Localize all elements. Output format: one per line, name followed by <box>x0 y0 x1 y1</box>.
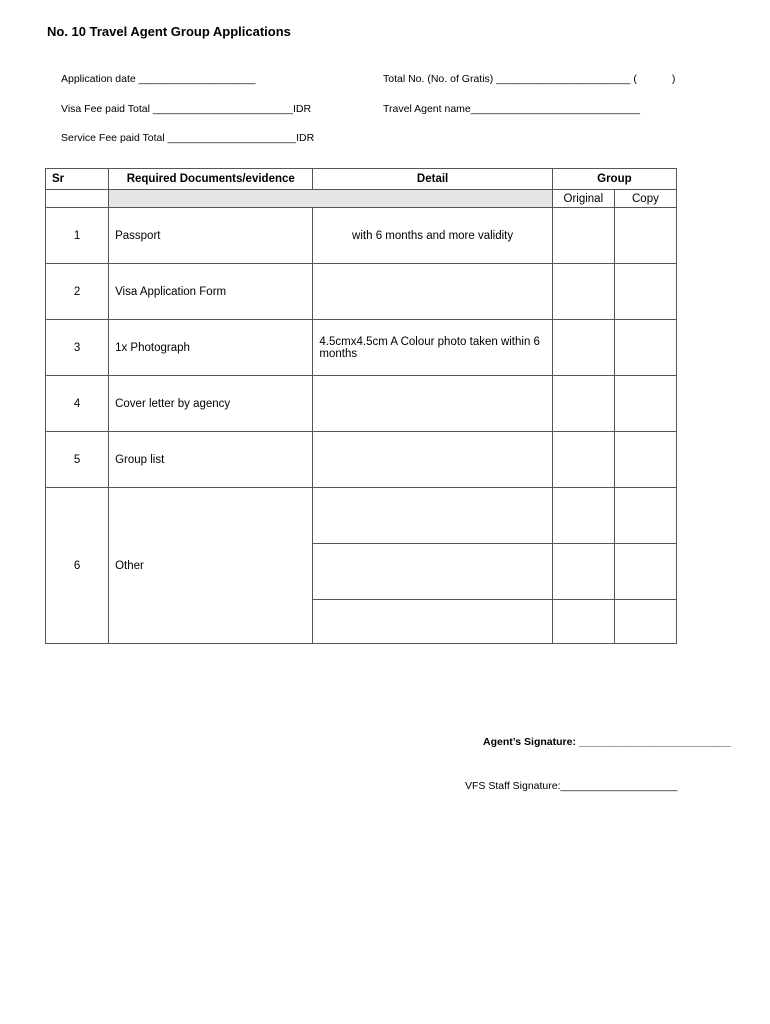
row-sr: 3 <box>46 320 109 376</box>
row-detail <box>313 432 552 488</box>
row-document: Passport <box>109 208 313 264</box>
other-detail-cell[interactable] <box>313 544 552 600</box>
table-header-row <box>46 169 677 190</box>
header-group: Group <box>552 169 676 190</box>
row-document: Group list <box>109 432 313 488</box>
original-cell[interactable] <box>552 600 614 644</box>
documents-table <box>45 168 677 644</box>
copy-cell[interactable] <box>614 544 676 600</box>
travel-agent-field: Travel Agent name_____________________________ <box>383 103 641 115</box>
copy-cell[interactable] <box>614 432 676 488</box>
table-subheader-row <box>46 190 677 208</box>
row-detail <box>313 264 552 320</box>
row-detail: 4.5cmx4.5cm A Colour photo taken within 6 months <box>313 320 552 376</box>
row-sr: 1 <box>46 208 109 264</box>
header-sr: Sr <box>46 169 109 190</box>
row-sr: 6 <box>46 488 109 644</box>
row-document: Other <box>109 488 313 644</box>
table-row <box>46 264 677 320</box>
table-row <box>46 208 677 264</box>
table-row <box>46 376 677 432</box>
table-row <box>46 432 677 488</box>
copy-cell[interactable] <box>614 376 676 432</box>
table-row <box>46 320 677 376</box>
original-cell[interactable] <box>552 264 614 320</box>
header-original: Original <box>552 190 614 208</box>
total-no-field: Total No. (No. of Gratis) _______________________ ( ) <box>383 73 676 85</box>
subheader-shaded <box>109 190 553 208</box>
row-sr: 5 <box>46 432 109 488</box>
copy-cell[interactable] <box>614 264 676 320</box>
row-detail <box>313 376 552 432</box>
other-detail-cell[interactable] <box>313 600 552 644</box>
row-sr: 4 <box>46 376 109 432</box>
copy-cell[interactable] <box>614 488 676 544</box>
original-cell[interactable] <box>552 432 614 488</box>
original-cell[interactable] <box>552 376 614 432</box>
header-copy: Copy <box>614 190 676 208</box>
original-cell[interactable] <box>552 544 614 600</box>
vfs-signature-line: VFS Staff Signature:____________________ <box>465 780 678 792</box>
row-detail[interactable] <box>313 488 552 544</box>
table-row <box>46 488 677 544</box>
original-cell[interactable] <box>552 208 614 264</box>
agent-signature-line: Agent’s Signature: __________________________ <box>483 736 731 748</box>
row-detail: with 6 months and more validity <box>313 208 552 264</box>
copy-cell[interactable] <box>614 320 676 376</box>
header-detail: Detail <box>313 169 552 190</box>
original-cell[interactable] <box>552 320 614 376</box>
page-title: No. 10 Travel Agent Group Applications <box>47 24 291 39</box>
subheader-blank <box>46 190 109 208</box>
service-fee-field: Service Fee paid Total ______________________IDR <box>61 132 315 144</box>
copy-cell[interactable] <box>614 208 676 264</box>
original-cell[interactable] <box>552 488 614 544</box>
visa-fee-field: Visa Fee paid Total ________________________IDR <box>61 103 312 115</box>
copy-cell[interactable] <box>614 600 676 644</box>
application-date-field: Application date ____________________ <box>61 73 256 85</box>
row-document: Cover letter by agency <box>109 376 313 432</box>
header-docs: Required Documents/evidence <box>109 169 313 190</box>
row-document: 1x Photograph <box>109 320 313 376</box>
row-sr: 2 <box>46 264 109 320</box>
row-document: Visa Application Form <box>109 264 313 320</box>
